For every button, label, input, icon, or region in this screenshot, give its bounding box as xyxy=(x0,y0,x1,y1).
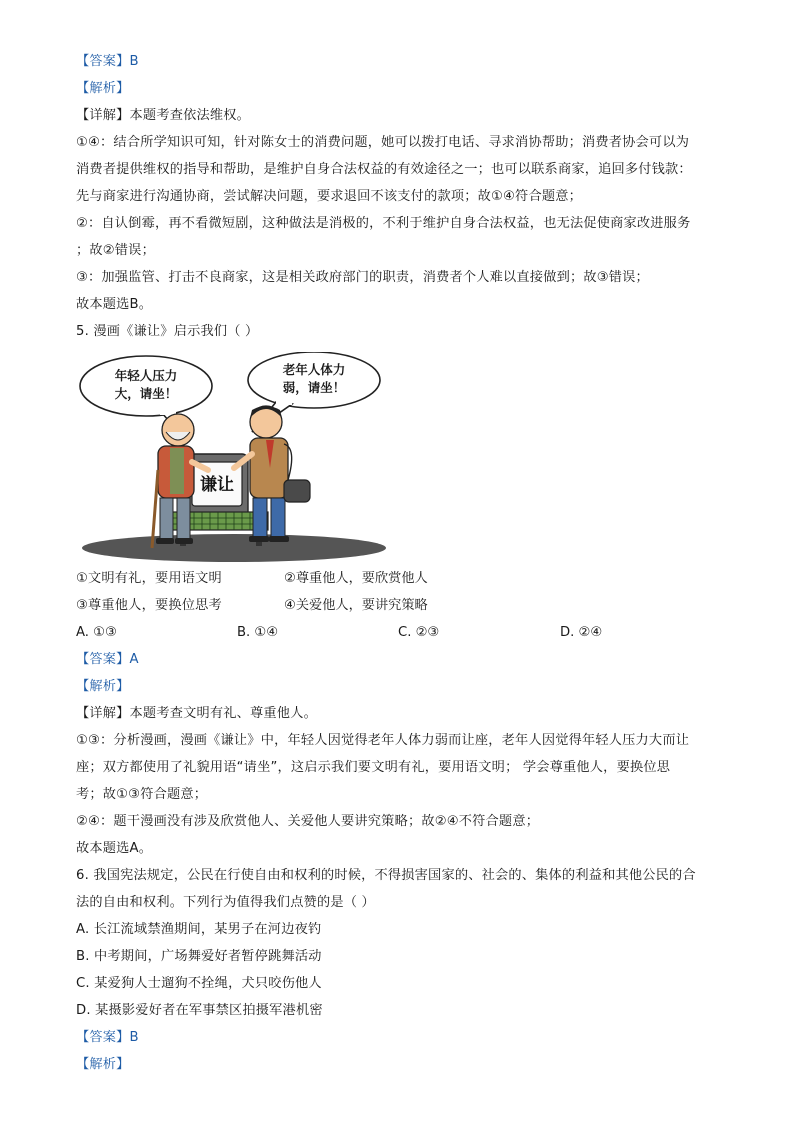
q6-answer-label: 【答案】B xyxy=(76,1030,139,1045)
q5-option-2: ②尊重他人，要欣赏他人 xyxy=(284,571,428,586)
q5-option-3: ③尊重他人，要换位思考 xyxy=(76,598,222,613)
q5-option-1: ①文明有礼，要用语文明 xyxy=(76,571,222,586)
q4-analysis-label: 【解析】 xyxy=(76,81,130,96)
q6-option-b: B. 中考期间，广场舞爱好者暂停跳舞活动 xyxy=(76,949,322,964)
q4-explanation-line: ②：自认倒霉，再不看微短剧，这种做法是消极的，不利于维护自身合法权益，也无法促使商家改进服务 xyxy=(76,216,691,231)
q5-detail: 【详解】本题考查文明有礼、尊重他人。 xyxy=(76,706,317,721)
q6-stem-line: 法的自由和权利。下列行为值得我们点赞的是（ ） xyxy=(76,895,375,910)
q4-detail: 【详解】本题考查依法维权。 xyxy=(76,108,251,123)
bench-sign-text: 谦让 xyxy=(200,475,234,495)
q6-option-c: C. 某爱狗人士遛狗不拴绳，犬只咬伤他人 xyxy=(76,976,322,991)
bubble-left-line2: 大，请坐！ xyxy=(114,386,178,401)
q4-explanation-line: ；故②错误； xyxy=(76,243,155,258)
q5-answer-label: 【答案】A xyxy=(76,652,139,667)
q6-analysis-label: 【解析】 xyxy=(76,1057,130,1072)
q5-conclusion: 故本题选A。 xyxy=(76,841,153,856)
q5-choice-c: C. ②③ xyxy=(398,625,440,640)
q5-explanation-line: 考；故①③符合题意； xyxy=(76,787,208,802)
q5-analysis-label: 【解析】 xyxy=(76,679,130,694)
cartoon-modesty xyxy=(74,352,394,564)
q6-option-a: A. 长江流域禁渔期间，某男子在河边夜钓 xyxy=(76,922,322,937)
q4-explanation-line: ①④：结合所学知识可知，针对陈女士的消费问题，她可以拨打电话、寻求消协帮助；消费者协会可以为 xyxy=(76,135,690,150)
q5-explanation-line: ②④：题干漫画没有涉及欣赏他人、关爱他人要讲究策略；故②④不符合题意； xyxy=(76,814,540,829)
q5-option-4: ④关爱他人，要讲究策略 xyxy=(284,598,428,613)
bubble-right-line1: 老年人体力 xyxy=(282,362,346,377)
q4-explanation-line: 先与商家进行沟通协商，尝试解决问题，要求退回不该支付的款项；故①④符合题意； xyxy=(76,189,582,204)
ground-shadow xyxy=(82,534,386,562)
q4-conclusion: 故本题选B。 xyxy=(76,297,153,312)
q6-option-d: D. 某摄影爱好者在军事禁区拍摄军港机密 xyxy=(76,1003,323,1018)
q5-stem: 5. 漫画《谦让》启示我们（ ） xyxy=(76,324,259,339)
q4-explanation-line: ③：加强监管、打击不良商家，这是相关政府部门的职责，消费者个人难以直接做到；故③错误； xyxy=(76,270,649,285)
bubble-left-line1: 年轻人压力 xyxy=(114,368,178,383)
q5-explanation-line: ①③：分析漫画，漫画《谦让》中，年轻人因觉得老年人体力弱而让座，老年人因觉得年轻人压力大而让 xyxy=(76,733,690,748)
q6-stem-line: 6. 我国宪法规定，公民在行使自由和权利的时候，不得损害国家的、社会的、集体的利益和其他公民的合 xyxy=(76,868,696,883)
bubble-right-line2: 弱，请坐！ xyxy=(282,380,346,395)
q5-choice-d: D. ②④ xyxy=(560,625,603,640)
q5-explanation-line: 座；双方都使用了礼貌用语“请坐”，这启示我们要文明有礼，要用语文明； 学会尊重他人，要换位思 xyxy=(76,760,671,775)
q5-choice-a: A. ①③ xyxy=(76,625,117,640)
q4-answer-label: 【答案】B xyxy=(76,54,139,69)
q4-explanation-line: 消费者提供维权的指导和帮助，是维护自身合法权益的有效途径之一；也可以联系商家，追回多付钱款： xyxy=(76,162,692,177)
q5-choice-b: B. ①④ xyxy=(237,625,279,640)
